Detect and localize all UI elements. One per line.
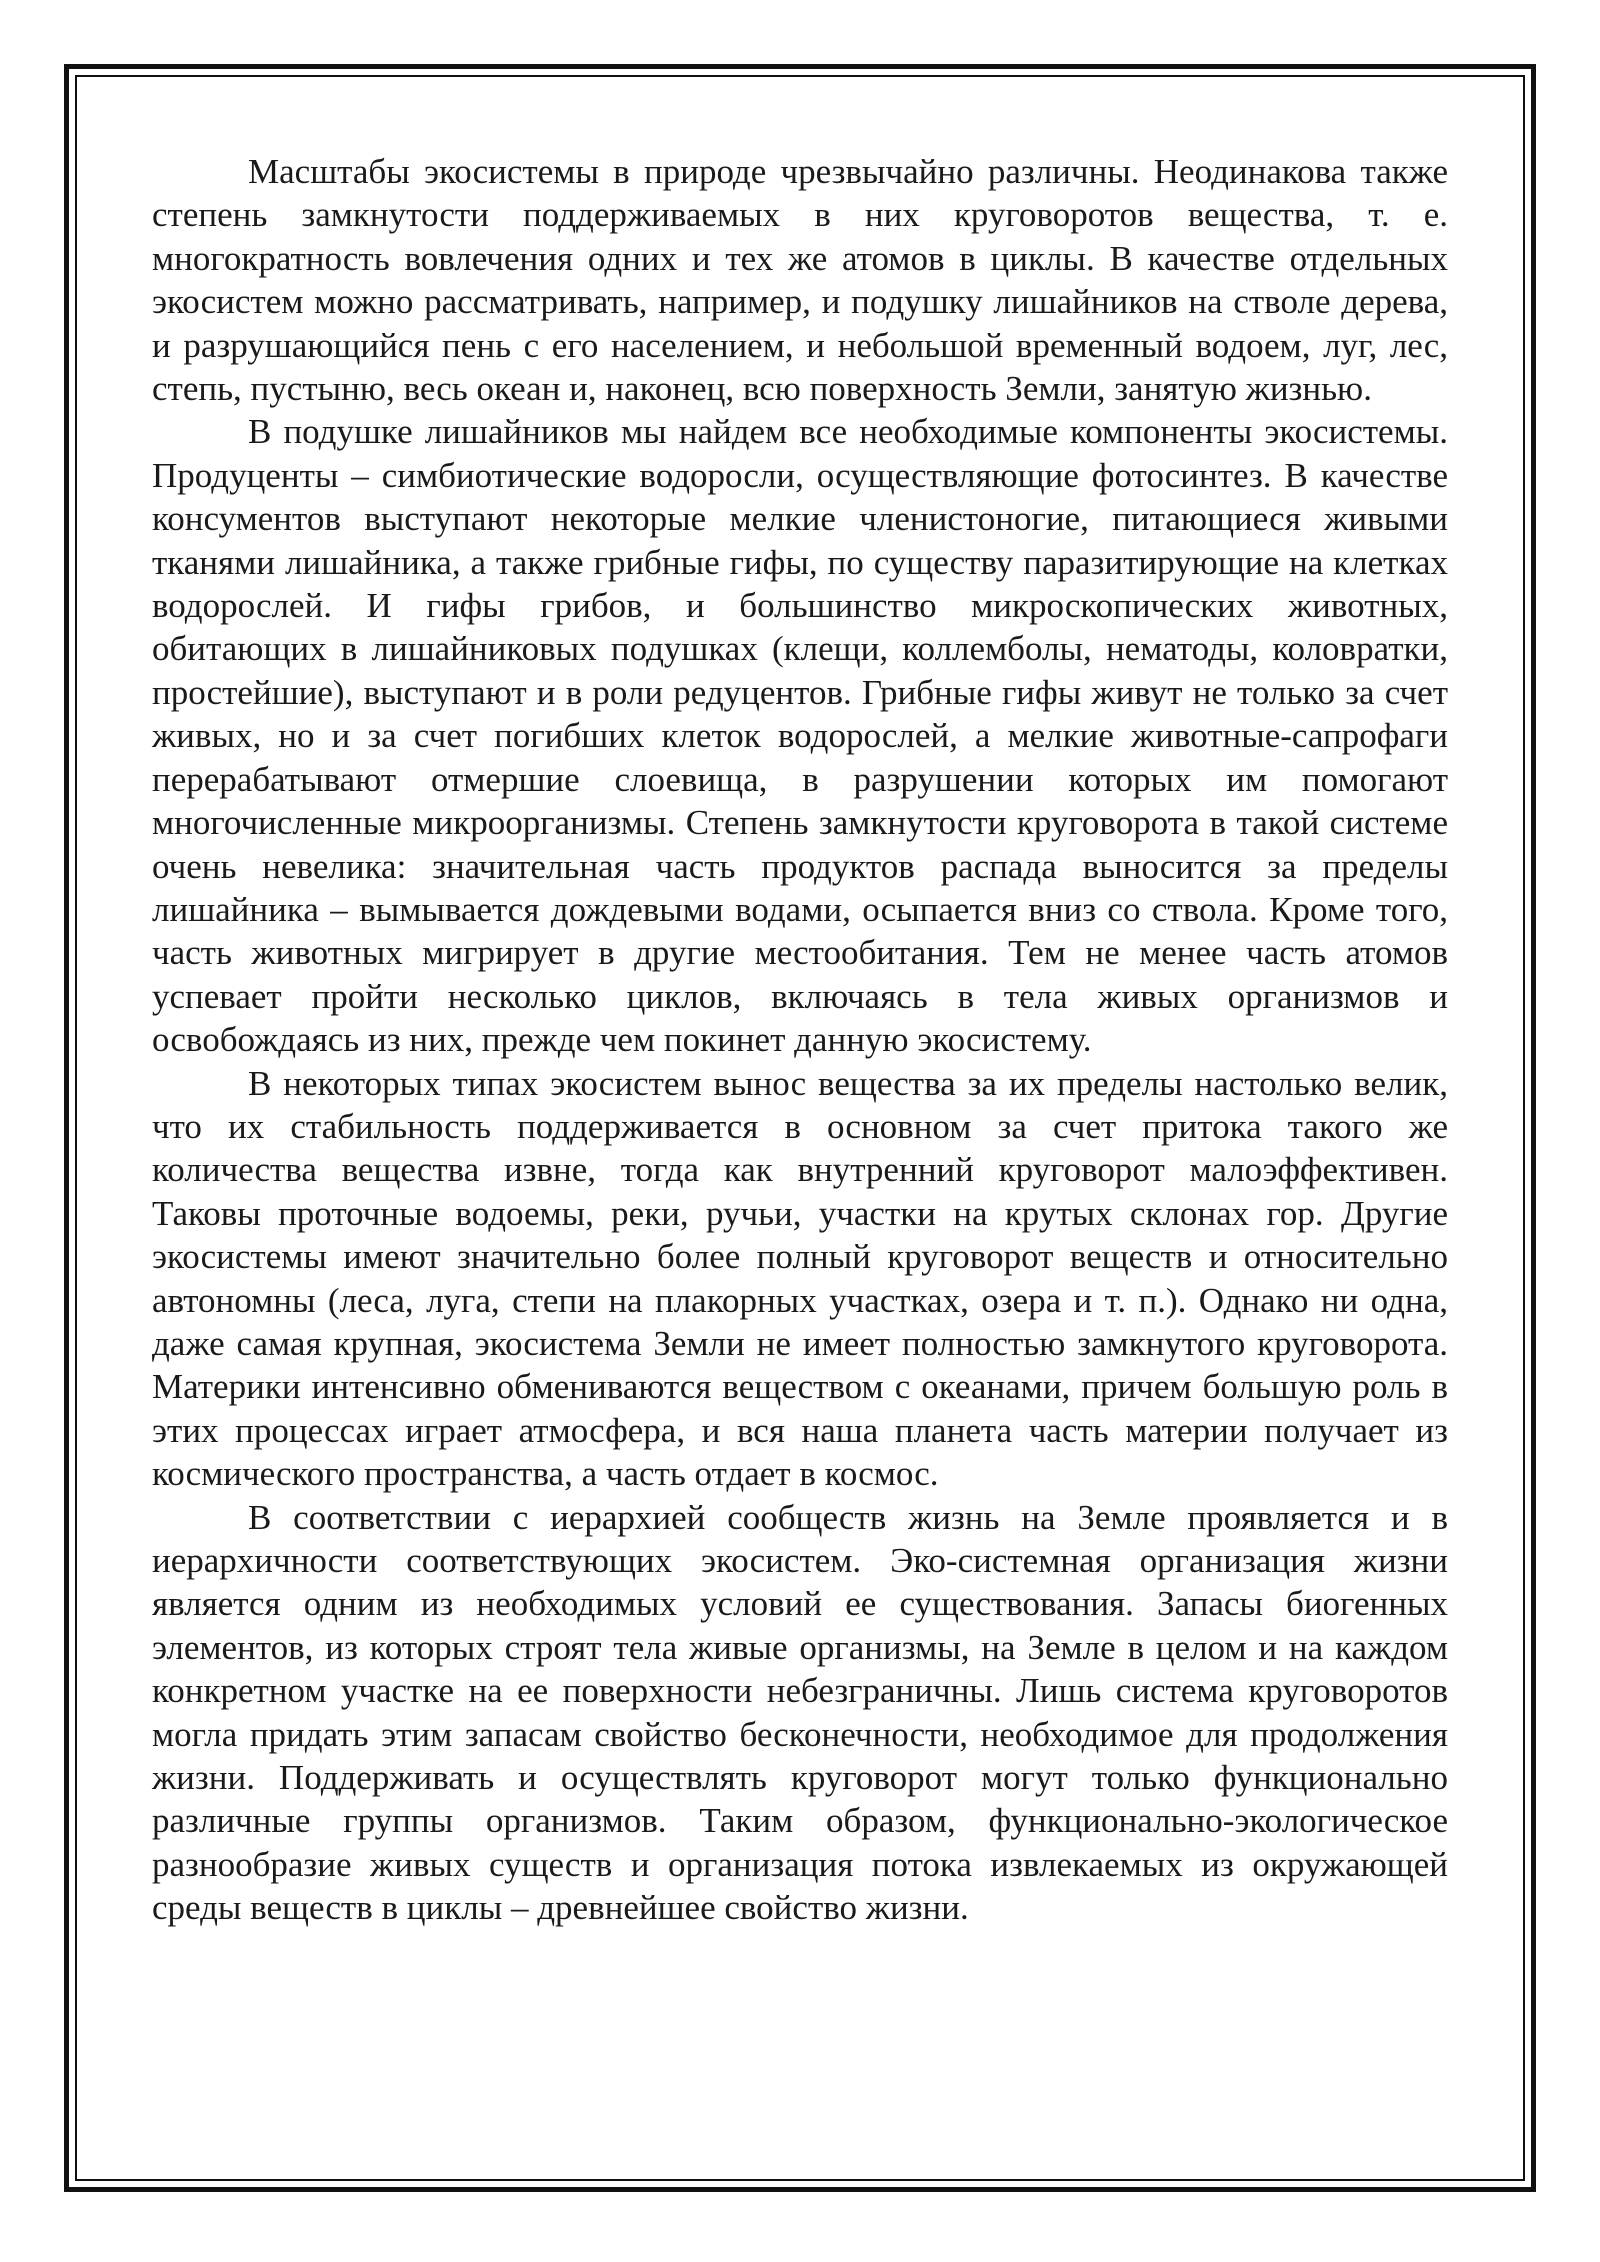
document-body <box>152 150 1448 1930</box>
paragraph-ecosystem-hierarchy: В соответствии с иерархией сообществ жизнь на Земле проявляется и в иерархичности соответствующих экосистем. Эко-системная организация жизни является одним из необходимых условий ее существования. Запасы биогенных элементов, из которых строят тела живые организмы, на Земле в целом и на каждом конкретном участке на ее поверхности небезграничны. Лишь система круговоротов могла придать этим запасам свойство бесконечности, необходимое для продолжения жизни. Поддерживать и осуществлять круговорот могут только функционально различные группы организмов. Таким образом, функционально-экологическое разнообразие живых существ и организация потока извлекаемых из окружающей среды веществ в циклы – древнейшее свойство жизни. <box>152 1497 1448 1928</box>
paragraph-ecosystem-scales: Масштабы экосистемы в природе чрезвычайно различны. Неодинакова также степень замкнутости поддерживаемых в них круговоротов вещества, т. е. многократность вовлечения одних и тех же атомов в циклы. В качестве отдельных экосистем можно рассматривать, например, и подушку лишайников на стволе дерева, и разрушающийся пень с его населением, и небольшой временный водоем, луг, лес, степь, пустыню, весь океан и, наконец, всю поверхность Земли, занятую жизнью. <box>152 152 1448 409</box>
paragraph-matter-outflow: В некоторых типах экосистем вынос вещества за их пределы настолько велик, что их стабильность поддерживается в основном за счет притока такого же количества вещества извне, тогда как внутренний круговорот малоэффективен. Таковы проточные водоемы, реки, ручьи, участки на крутых склонах гор. Другие экосистемы имеют значительно более полный круговорот веществ и относительно автономны (леса, луга, степи на плакорных участках, озера и т. п.). Однако ни одна, даже самая крупная, экосистема Земли не имеет полностью замкнутого круговорота. Материки интенсивно обмениваются веществом с океанами, причем большую роль в этих процессах играет атмосфера, и вся наша планета часть материи получает из космического пространства, а часть отдает в космос. <box>152 1063 1448 1494</box>
paragraph-lichen-cushion: В подушке лишайников мы найдем все необходимые компоненты экосистемы. Продуценты – симбиотические водоросли, осуществляющие фотосинтез. В качестве консументов выступают некоторые мелкие членистоногие, питающиеся живыми тканями лишайника, а также грибные гифы, по существу паразитирующие на клетках водорослей. И гифы грибов, и большинство микроскопических животных, обитающих в лишайниковых подушках (клещи, коллемболы, нематоды, коловратки, простейшие), выступают и в роли редуцентов. Грибные гифы живут не только за счет живых, но и за счет погибших клеток водорослей, а мелкие животные-сапрофаги перерабатывают отмершие слоевища, в разрушении которых им помогают многочисленные микроорганизмы. Степень замкнутости круговорота в такой системе очень невелика: значительная часть продуктов распада выносится за пределы лишайника – вымывается дождевыми водами, осыпается вниз со ствола. Кроме того, часть животных мигрирует в другие местообитания. Тем не менее часть атомов успевает пройти несколько циклов, включаясь в тела живых организмов и освобождаясь из них, прежде чем покинет данную экосистему. <box>152 412 1448 1060</box>
